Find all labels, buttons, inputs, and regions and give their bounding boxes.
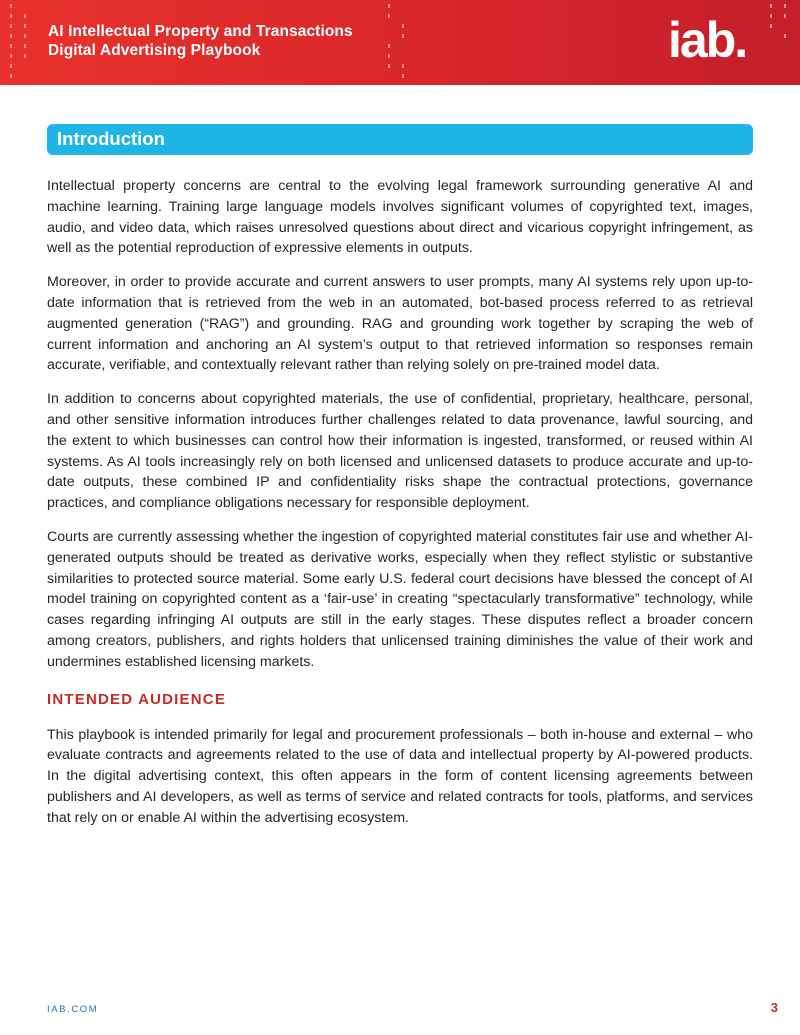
page-number: 3 bbox=[770, 1000, 778, 1015]
intended-audience-heading: INTENDED AUDIENCE bbox=[47, 690, 227, 708]
paragraph: Moreover, in order to provide accurate and current answers to user prompts, many AI systems rely upon up-to-date information that is retrieved from the web in an automated, bot-based process referred to as retrieval augmented generation (“RAG”) and grounding. RAG and grounding work together by scraping the web of current information and anchoring an AI system’s output to that retrieved information so responses remain accurate, verifiable, and contextually relevant rather than relying solely on pre-trained model data. bbox=[47, 274, 753, 374]
paragraph: Intellectual property concerns are central to the evolving legal framework surrounding generative AI and machine learning. Training large language models involves significant volumes of copyrighted text, images, audio, and video data, which raises unresolved questions about direct and vicarious copyright infringement, as well as the potential reproduction of expressive elements in outputs. bbox=[47, 178, 753, 257]
intended-audience-paragraph: This playbook is intended primarily for legal and procurement professionals – both in-house and external – who evaluate contracts and agreements related to the use of data and intellectual property by AI-powered products. In the digital advertising context, this often appears in the form of content licensing agreements between publishers and AI developers, as well as terms of service and related contracts for tools, platforms, and services that rely on or enable AI within the advertising ecosystem. bbox=[47, 726, 753, 826]
paragraph: In addition to concerns about copyrighted materials, the use of confidential, proprietary, healthcare, personal, and other sensitive information introduces further challenges related to data provenance, lawful sourcing, and the extent to which businesses can control how their information is ingested, transformed, or reused within AI systems. As AI tools increasingly rely on both licensed and unlicensed datasets to produce accurate and up-to-date outputs, these combined IP and confidentiality risks shape the contractual protections, governance practices, and compliance obligations necessary for responsible deployment. bbox=[47, 391, 753, 512]
section-title: Introduction bbox=[57, 128, 165, 149]
main-content bbox=[47, 176, 753, 842]
paragraph: Courts are currently assessing whether the ingestion of copyrighted material constitutes fair use and whether AI-generated outputs should be treated as derivative works, especially when they reflect stylistic or substantive similarities to protected source material. Some early U.S. federal court decisions have blessed the concept of AI model training on copyrighted content as a ‘fair-use’ in creating “spectacularly transformative” technology, while cases regarding infringing AI outputs are still in the early stages. These disputes reflect a broader concern among creators, publishers, and rights holders that unlicensed training diminishes the value of their work and undermines established licensing markets. bbox=[47, 528, 753, 670]
iab-logo: iab. bbox=[668, 12, 747, 68]
section-heading-bar bbox=[47, 124, 753, 155]
page-header bbox=[0, 0, 800, 85]
document-title-line-2: Digital Advertising Playbook bbox=[48, 42, 261, 59]
document-title bbox=[48, 22, 353, 60]
document-title-line-1: AI Intellectual Property and Transactions bbox=[48, 23, 353, 40]
footer-site-link[interactable]: IAB.COM bbox=[47, 1004, 99, 1015]
